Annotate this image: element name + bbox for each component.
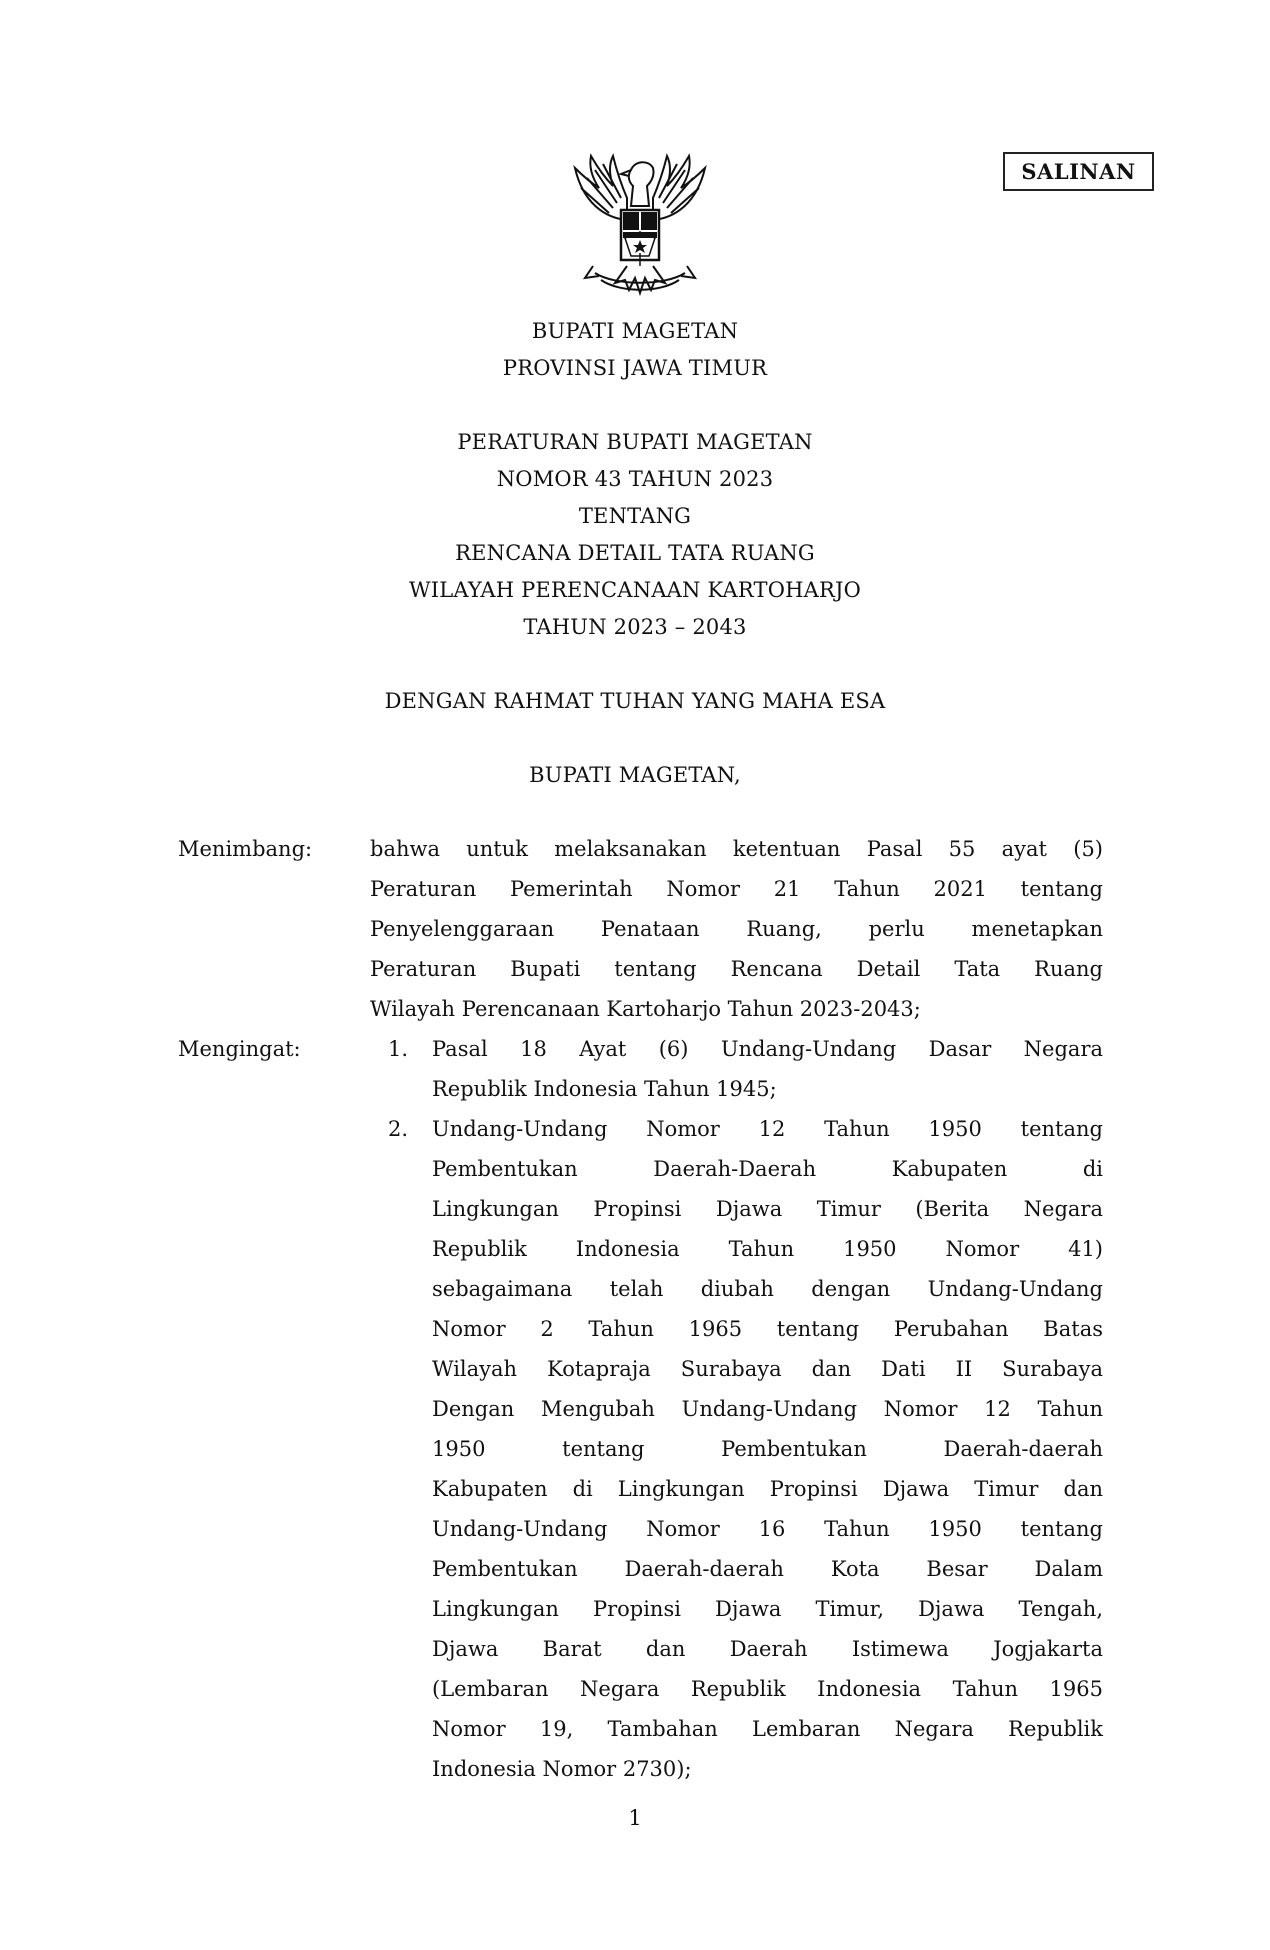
item-line: Lingkungan Propinsi Djawa Timur (Berita Negara (432, 1197, 1103, 1221)
regulation-number: NOMOR 43 TAHUN 2023 (496, 467, 774, 491)
item-line: Republik Indonesia Tahun 1945; (432, 1077, 777, 1101)
mengingat-item-1 (432, 1029, 1103, 1109)
item-line: Kabupaten di Lingkungan Propinsi Djawa Timur dan (432, 1477, 1103, 1501)
item-line: Nomor 19, Tambahan Lembaran Negara Republik (432, 1717, 1103, 1741)
authority-line-2: PROVINSI JAWA TIMUR (502, 356, 768, 380)
item-line: Republik Indonesia Tahun 1950 Nomor 41) (432, 1237, 1103, 1261)
issuer: BUPATI MAGETAN, (529, 763, 741, 787)
regulation-title-line-1: PERATURAN BUPATI MAGETAN (457, 430, 813, 454)
item-line: (Lembaran Negara Republik Indonesia Tahun 1965 (432, 1677, 1103, 1701)
menimbang-paragraph (370, 829, 1103, 1029)
item-line: Pembentukan Daerah-Daerah Kabupaten di (432, 1157, 1103, 1181)
garuda-emblem-icon (565, 148, 715, 303)
mengingat-item-2 (432, 1109, 1103, 1789)
menimbang-line: Peraturan Pemerintah Nomor 21 Tahun 2021 tentang (370, 877, 1103, 901)
item-line: Pasal 18 Ayat (6) Undang-Undang Dasar Negara (432, 1037, 1103, 1061)
regulation-title-line-5: WILAYAH PERENCANAAN KARTOHARJO (408, 578, 862, 602)
item-line: Indonesia Nomor 2730); (432, 1757, 692, 1781)
item-line: Undang-Undang Nomor 12 Tahun 1950 tentang (432, 1117, 1103, 1141)
item-line: Undang-Undang Nomor 16 Tahun 1950 tentang (432, 1517, 1103, 1541)
salinan-stamp: SALINAN (1003, 152, 1154, 191)
item-line: 1950 tentang Pembentukan Daerah-daerah (432, 1437, 1103, 1461)
menimbang-line: bahwa untuk melaksanakan ketentuan Pasal 55 ayat (5) (370, 837, 1103, 861)
menimbang-line: Peraturan Bupati tentang Rencana Detail Tata Ruang (370, 957, 1103, 981)
item-line: Wilayah Kotapraja Surabaya dan Dati II Surabaya (432, 1357, 1103, 1381)
item-line: Dengan Mengubah Undang-Undang Nomor 12 Tahun (432, 1397, 1103, 1421)
page-number: 1 (628, 1806, 642, 1830)
invocation: DENGAN RAHMAT TUHAN YANG MAHA ESA (384, 689, 886, 713)
item-number: 2. (387, 1117, 408, 1141)
mengingat-label: Mengingat: (178, 1037, 301, 1061)
menimbang-line: Wilayah Perencanaan Kartoharjo Tahun 2023-2043; (370, 997, 921, 1021)
menimbang-label: Menimbang: (178, 837, 313, 861)
item-line: Lingkungan Propinsi Djawa Timur, Djawa Tengah, (432, 1597, 1103, 1621)
item-line: sebagaimana telah diubah dengan Undang-Undang (432, 1277, 1103, 1301)
regulation-title-line-6: TAHUN 2023 – 2043 (523, 615, 747, 639)
item-line: Pembentukan Daerah-daerah Kota Besar Dalam (432, 1557, 1103, 1581)
authority-line-1: BUPATI MAGETAN (531, 319, 739, 343)
regulation-title-line-3: TENTANG (578, 504, 692, 528)
item-line: Djawa Barat dan Daerah Istimewa Jogjakarta (432, 1637, 1103, 1661)
menimbang-line: Penyelenggaraan Penataan Ruang, perlu menetapkan (370, 917, 1103, 941)
item-line: Nomor 2 Tahun 1965 tentang Perubahan Batas (432, 1317, 1103, 1341)
item-number: 1. (387, 1037, 408, 1061)
regulation-title-line-4: RENCANA DETAIL TATA RUANG (455, 541, 815, 565)
